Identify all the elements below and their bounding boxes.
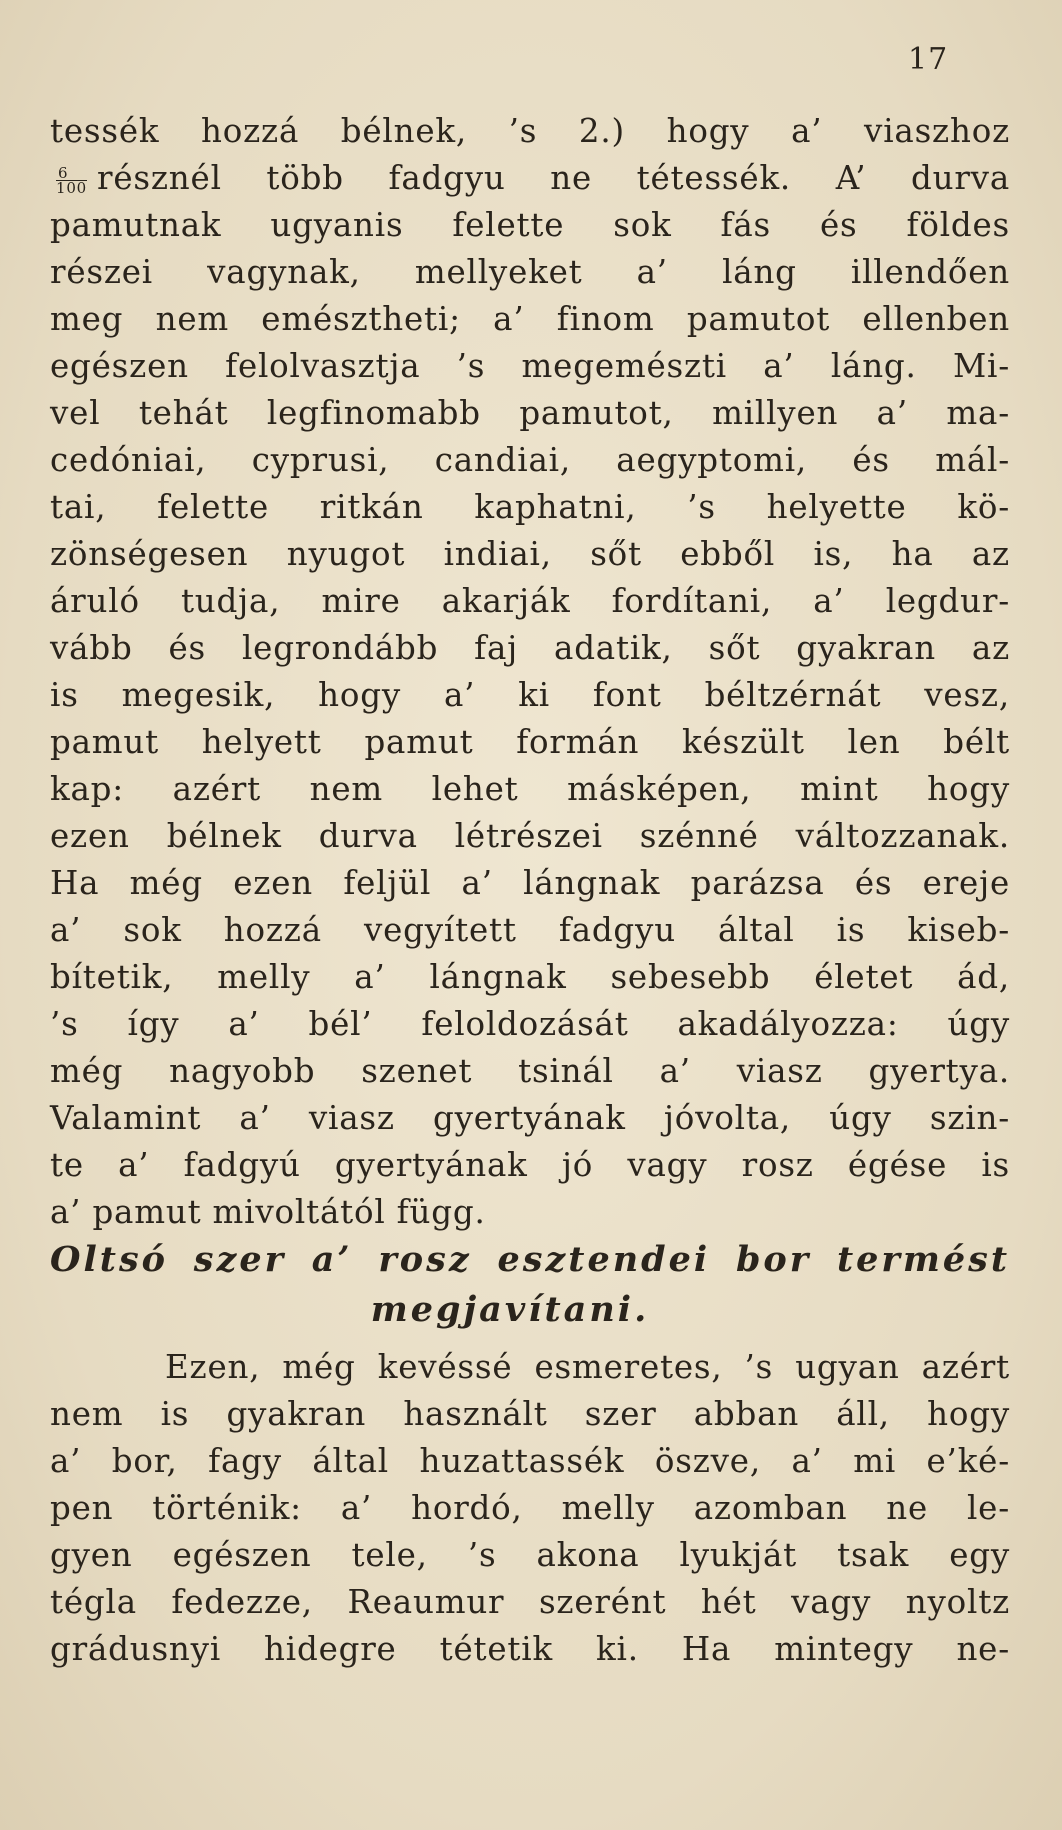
- text-line: kap: azért nem lehet másképen, mint hogy: [50, 770, 1010, 808]
- text-line: Ha még ezen feljül a’ lángnak parázsa és ereje: [50, 864, 1010, 902]
- text-line: Ezen, még kevéssé esmeretes, ’s ugyan azért: [165, 1348, 1010, 1386]
- text-line: tessék hozzá bélnek, ’s 2.) hogy a’ viaszhoz: [50, 112, 1010, 150]
- text-line: pamutnak ugyanis felette sok fás és földes: [50, 206, 1010, 244]
- section-heading-line-2: megjavítani.: [370, 1289, 650, 1330]
- text-line: tégla fedezze, Reaumur szerént hét vagy nyoltz: [50, 1583, 1010, 1621]
- text-line: is megesik, hogy a’ ki font béltzérnát vesz,: [50, 676, 1010, 714]
- fraction-numerator: 6: [56, 166, 87, 181]
- text-line: részei vagynak, mellyeket a’ láng illendően: [50, 253, 1010, 291]
- text-line: gyen egészen tele, ’s akona lyukját tsak egy: [50, 1536, 1010, 1574]
- text-line: Valamint a’ viasz gyertyának jóvolta, úgy szin-: [50, 1099, 1010, 1137]
- paragraph-1: [50, 108, 1010, 1236]
- text-line: vább és legrondább faj adatik, sőt gyakran az: [50, 629, 1010, 667]
- text-line: cedóniai, cyprusi, candiai, aegyptomi, és mál-: [50, 441, 1010, 479]
- text-line: zönségesen nyugot indiai, sőt ebből is, ha az: [50, 535, 1010, 573]
- fraction: [56, 166, 87, 195]
- text-line: grádusnyi hidegre tétetik ki. Ha mintegy ne-: [50, 1630, 1010, 1668]
- text-line: a’ sok hozzá vegyített fadgyu által is kiseb-: [50, 911, 1010, 949]
- text-line: ezen bélnek durva létrészei szénné változzanak.: [50, 817, 1010, 855]
- text-line: áruló tudja, mire akarják fordítani, a’ legdur-: [50, 582, 1010, 620]
- section-heading: [50, 1235, 1010, 1335]
- section-heading-line-1: Oltsó szer a’ rosz esztendei bor termést: [50, 1239, 1010, 1280]
- paragraph-2: [50, 1344, 1010, 1673]
- text-line: vel tehát legfinomabb pamutot, millyen a’ ma-: [50, 394, 1010, 432]
- text-line: résznél több fadgyu ne tétessék. A’ durva: [97, 159, 1010, 197]
- text-line: te a’ fadgyú gyertyának jó vagy rosz égése is: [50, 1146, 1010, 1184]
- text-line: tai, felette ritkán kaphatni, ’s helyette kö-: [50, 488, 1010, 526]
- text-line: nem is gyakran használt szer abban áll, hogy: [50, 1395, 1010, 1433]
- text-line: meg nem emésztheti; a’ finom pamutot ellenben: [50, 300, 1010, 338]
- text-line: pamut helyett pamut formán készült len bélt: [50, 723, 1010, 761]
- text-line: a’ pamut mivoltától függ.: [50, 1193, 486, 1231]
- text-line: pen történik: a’ hordó, melly azomban ne le-: [50, 1489, 1010, 1527]
- text-line: még nagyobb szenet tsinál a’ viasz gyertya.: [50, 1052, 1010, 1090]
- text-line: ’s így a’ bél’ feloldozását akadályozza: úgy: [50, 1005, 1010, 1043]
- text-line-with-fraction: [50, 155, 1010, 202]
- text-line: a’ bor, fagy által huzattassék öszve, a’ mi e’ké-: [50, 1442, 1010, 1480]
- text-line: egészen felolvasztja ’s megemészti a’ láng. Mi-: [50, 347, 1010, 385]
- fraction-denominator: 100: [56, 179, 88, 197]
- text-line: bítetik, melly a’ lángnak sebesebb életet ád,: [50, 958, 1010, 996]
- page-number: 17: [908, 42, 949, 77]
